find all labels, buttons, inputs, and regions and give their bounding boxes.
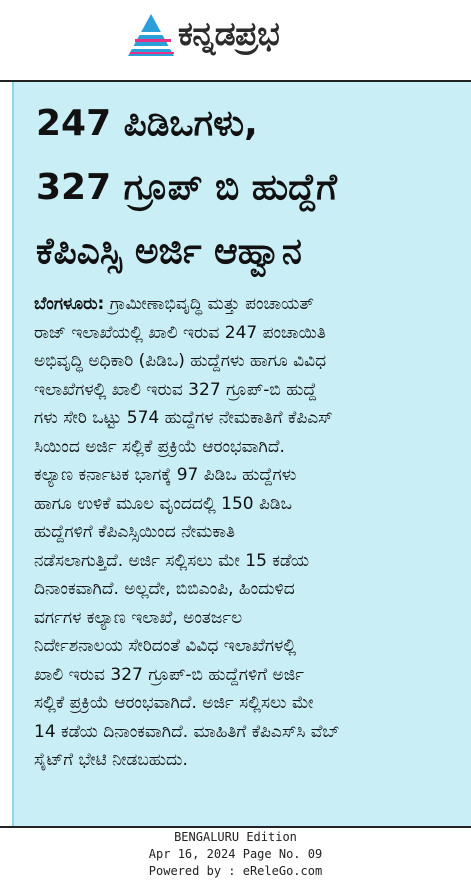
body-line: ನಿರ್ದೇಶನಾಲಯ ಸೇರಿದಂತೆ ವಿವಿಧ ಇಲಾಖೆಗಳಲ್ಲಿ [34, 636, 297, 656]
body-line: ಸಲ್ಲಿಕೆ ಪ್ರಕ್ರಿಯೆ ಆರಂಭವಾಗಿದೆ. ಅರ್ಜಿ ಸಲ್ಲಿಸಲು ಮೇ [34, 693, 314, 713]
article-headline [36, 92, 466, 284]
news-article-clip [12, 82, 471, 826]
masthead [0, 0, 471, 80]
powered-by-label: Powered by : eReleGo.com [148, 864, 323, 878]
body-line: ಅಭಿವೃದ್ಧಿ ಅಧಿಕಾರಿ (ಪಿಡಿಒ) ಹುದ್ದೆಗಳು ಹಾಗೂ ವಿವಿಧ [34, 351, 327, 371]
body-line: ಖಾಲಿ ಇರುವ 327 ಗ್ರೂಪ್-ಬಿ ಹುದ್ದೆಗಳಿಗೆ ಅರ್ಜಿ [34, 664, 304, 685]
body-line: ಹುದ್ದೆಗಳಿಗೆ ಕೆಪಿಎಸ್ಸಿಯಿಂದ ನೇಮಕಾತಿ [34, 522, 235, 542]
body-line: ಗಳು ಸೇರಿ ಒಟ್ಟು 574 ಹುದ್ದೆಗಳ ನೇಮಕಾತಿಗೆ ಕೆಪಿಎಸ್ [34, 408, 333, 428]
edition-label: BENGALURU Edition [174, 830, 297, 844]
footer-divider [0, 826, 471, 828]
headline-line-3: ಕೆಪಿಎಸ್ಸಿ ಅರ್ಜಿ ಆಹ್ವಾನ [36, 231, 302, 272]
triangle-stripes-logo-icon [126, 12, 176, 58]
date-page-label: Apr 16, 2024 Page No. 09 [148, 847, 323, 861]
headline-line-2: 327 ಗ್ರೂಪ್ ಬಿ ಹುದ್ದೆಗೆ [36, 167, 337, 208]
body-line: ಸೈಟ್‌ಗೆ ಭೇಟಿ ನೀಡಬಹುದು. [34, 750, 188, 770]
newspaper-logo-text: ಕನ್ನಡಪ್ರಭ [178, 14, 280, 53]
body-line: ಇಲಾಖೆಗಳಲ್ಲಿ ಖಾಲಿ ಇರುವ 327 ಗ್ರೂಪ್-ಬಿ ಹುದ್ದೆ [34, 379, 317, 400]
body-line: ದಿನಾಂಕವಾಗಿದೆ. ಅಲ್ಲದೇ, ಬಿಬಿಎಂಪಿ, ಹಿಂದುಳಿದ [34, 579, 295, 599]
body-line: 14 ಕಡೆಯ ದಿನಾಂಕವಾಗಿದೆ. ಮಾಹಿತಿಗೆ ಕೆಪಿಎಸ್‌ಸಿ ವೆಬ್ [34, 721, 340, 742]
body-line [34, 290, 466, 319]
body-line: ಸಿಯಿಂದ ಅರ್ಜಿ ಸಲ್ಲಿಕೆ ಪ್ರಕ್ರಿಯೆ ಆರಂಭವಾಗಿದೆ. [34, 436, 285, 457]
body-line: ವರ್ಗಗಳ ಕಲ್ಯಾಣ ಇಲಾಖೆ, ಅಂತರ್ಜಲ [34, 607, 243, 628]
edition-footer [0, 829, 471, 880]
headline-line-1: 247 ಪಿಡಿಒಗಳು, [36, 103, 258, 144]
body-line: ಕಲ್ಯಾಣ ಕರ್ನಾಟಕ ಭಾಗಕ್ಕೆ 97 ಪಿಡಿಒ ಹುದ್ದೆಗಳು [34, 465, 297, 485]
body-line: ಹಾಗೂ ಉಳಿಕೆ ಮೂಲ ವೃಂದದಲ್ಲಿ 150 ಪಿಡಿಒ [34, 493, 293, 514]
article-dateline: ಬೆಂಗಳೂರು: [34, 294, 105, 314]
body-line-text: ಗ್ರಾಮೀಣಾಭಿವೃದ್ಧಿ ಮತ್ತು ಪಂಚಾಯತ್ [104, 294, 314, 314]
body-line: ರಾಜ್ ಇಲಾಖೆಯಲ್ಲಿ ಖಾಲಿ ಇರುವ 247 ಪಂಚಾಯಿತಿ [34, 322, 326, 343]
body-line: ನಡೆಸಲಾಗುತ್ತಿದೆ. ಅರ್ಜಿ ಸಲ್ಲಿಸಲು ಮೇ 15 ಕಡೆಯ [34, 550, 310, 571]
article-body [34, 290, 466, 775]
